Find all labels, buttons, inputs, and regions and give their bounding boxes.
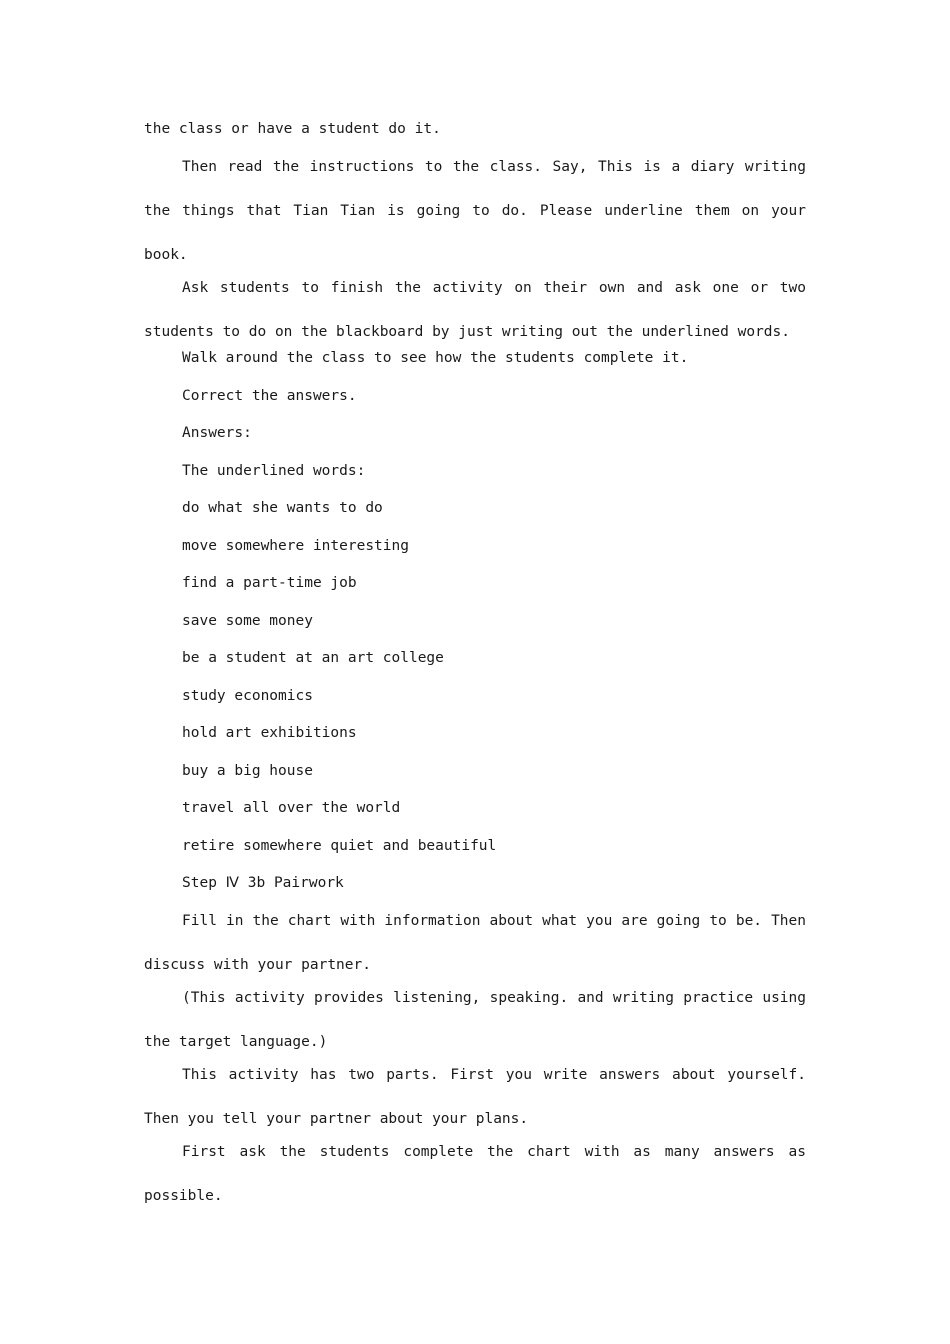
paragraph-continuation: the class or have a student do it. xyxy=(144,121,441,137)
answer-item: find a part-time job xyxy=(182,575,357,591)
paragraph-walk-around: Walk around the class to see how the students complete it. xyxy=(182,350,689,366)
answer-item: retire somewhere quiet and beautiful xyxy=(182,837,497,854)
paragraph-finish-activity: Ask students to finish the activity on their own and ask one or two students to do on the blackboard by just writing out the underlined words. xyxy=(144,279,815,340)
paragraph-fill-chart: Fill in the chart with information about what you are going to be. Then discuss with your partner. xyxy=(144,912,815,973)
paragraph-instructions: Then read the instructions to the class. Say, This is a diary writing the things that Tian Tian is going to do. Please underline them on your book. xyxy=(144,158,815,263)
answer-item: move somewhere interesting xyxy=(182,537,409,554)
paragraph-first-ask: First ask the students complete the chart with as many answers as possible. xyxy=(144,1143,815,1204)
step-heading: Step Ⅳ 3b Pairwork xyxy=(182,875,344,891)
answer-item: do what she wants to do xyxy=(182,500,383,516)
document-body xyxy=(144,118,815,1211)
answer-item: study economics xyxy=(182,687,313,704)
answers-heading: Answers: xyxy=(182,425,252,441)
answer-item: travel all over the world xyxy=(182,800,401,816)
paragraph-two-parts: This activity has two parts. First you write answers about yourself. Then you tell your partner about your plans. xyxy=(144,1066,815,1127)
answer-item: buy a big house xyxy=(182,762,313,779)
answer-item: save some money xyxy=(182,612,313,629)
answer-item: be a student at an art college xyxy=(182,650,444,666)
paragraph-activity-note: (This activity provides listening, speaking. and writing practice using the target language.) xyxy=(144,989,815,1050)
underlined-words-heading: The underlined words: xyxy=(182,462,366,479)
answer-item: hold art exhibitions xyxy=(182,725,357,741)
paragraph-correct-answers: Correct the answers. xyxy=(182,387,357,404)
